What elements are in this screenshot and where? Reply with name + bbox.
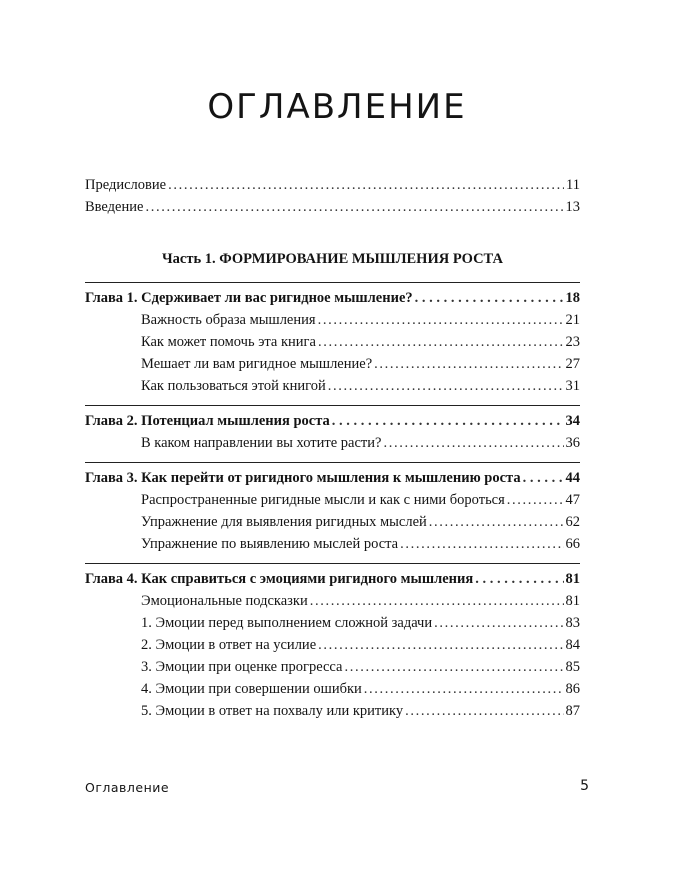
chapter-1-group bbox=[85, 283, 580, 405]
toc-subentry-label: Как пользоваться этой книгой bbox=[141, 378, 326, 394]
dot-leader bbox=[374, 353, 563, 375]
toc-subentry[interactable] bbox=[85, 511, 580, 533]
dot-leader bbox=[328, 375, 564, 397]
toc-subentry[interactable] bbox=[85, 353, 580, 375]
toc-subentry-label: Важность образа мышления bbox=[141, 312, 316, 328]
toc-chapter-label: Глава 4. Как справиться с эмоциями ригидного мышления bbox=[85, 571, 474, 587]
toc-subentry[interactable] bbox=[85, 678, 580, 700]
toc-subentry-label: Упражнение для выявления ригидных мыслей bbox=[141, 514, 427, 530]
dot-leader bbox=[332, 410, 564, 432]
page-number: 5 bbox=[580, 778, 589, 794]
dot-leader bbox=[383, 432, 563, 454]
toc-subentry-page: 31 bbox=[565, 378, 580, 394]
toc-subentry-label: Эмоциональные подсказки bbox=[141, 593, 308, 609]
dot-leader bbox=[429, 511, 564, 533]
toc-subentry[interactable] bbox=[85, 309, 580, 331]
dot-leader bbox=[405, 700, 563, 722]
dot-leader bbox=[400, 533, 563, 555]
table-of-contents bbox=[85, 174, 580, 730]
toc-subentry-label: 2. Эмоции в ответ на усилие bbox=[141, 637, 317, 653]
toc-subentry[interactable] bbox=[85, 700, 580, 722]
toc-subentry[interactable] bbox=[85, 432, 580, 454]
toc-chapter-2[interactable] bbox=[85, 410, 580, 432]
toc-chapter-1[interactable] bbox=[85, 287, 580, 309]
toc-entry-label: Введение bbox=[85, 199, 144, 215]
toc-subentry-page: 86 bbox=[565, 681, 580, 697]
toc-subentry-page: 81 bbox=[565, 593, 580, 609]
toc-chapter-label: Глава 2. Потенциал мышления роста bbox=[85, 413, 330, 429]
toc-subentry-label: 4. Эмоции при совершении ошибки bbox=[141, 681, 362, 697]
toc-subentry-label: В каком направлении вы хотите расти? bbox=[141, 435, 382, 451]
toc-subentry-label: Мешает ли вам ригидное мышление? bbox=[141, 356, 373, 372]
toc-subentry-page: 36 bbox=[565, 435, 580, 451]
toc-chapter-page: 44 bbox=[565, 470, 580, 486]
toc-subentry[interactable] bbox=[85, 590, 580, 612]
toc-subentry-label: 5. Эмоции в ответ на похвалу или критику bbox=[141, 703, 404, 719]
dot-leader bbox=[523, 467, 564, 489]
dot-leader bbox=[364, 678, 564, 700]
toc-subentry[interactable] bbox=[85, 489, 580, 511]
dot-leader bbox=[145, 196, 563, 218]
dot-leader bbox=[434, 612, 563, 634]
toc-subentry-label: Распространенные ригидные мысли и как с ними бороться bbox=[141, 492, 505, 508]
toc-subentry-page: 87 bbox=[565, 703, 580, 719]
footer-section-title: Оглавление bbox=[85, 780, 170, 795]
page-title: ОГЛАВЛЕНИЕ bbox=[207, 86, 467, 127]
toc-subentry-label: 1. Эмоции перед выполнением сложной задачи bbox=[141, 615, 433, 631]
dot-leader bbox=[318, 309, 564, 331]
toc-entry-page: 13 bbox=[565, 199, 580, 215]
dot-leader bbox=[475, 568, 563, 590]
toc-subentry-label: Упражнение по выявлению мыслей роста bbox=[141, 536, 399, 552]
dot-leader bbox=[415, 287, 564, 309]
toc-subentry-page: 66 bbox=[565, 536, 580, 552]
chapter-4-group bbox=[85, 564, 580, 730]
toc-chapter-page: 34 bbox=[565, 413, 580, 429]
dot-leader bbox=[507, 489, 564, 511]
toc-chapter-page: 81 bbox=[565, 571, 580, 587]
dot-leader bbox=[168, 174, 564, 196]
toc-entry-page: 11 bbox=[566, 177, 580, 193]
toc-chapter-4[interactable] bbox=[85, 568, 580, 590]
toc-subentry-label: Как может помочь эта книга bbox=[141, 334, 316, 350]
part-heading: Часть 1. ФОРМИРОВАНИЕ МЫШЛЕНИЯ РОСТА bbox=[162, 251, 503, 267]
toc-subentry[interactable] bbox=[85, 533, 580, 555]
toc-chapter-label: Глава 3. Как перейти от ригидного мышления к мышлению роста bbox=[85, 470, 521, 486]
toc-chapter-page: 18 bbox=[565, 290, 580, 306]
toc-subentry-label: 3. Эмоции при оценке прогресса bbox=[141, 659, 343, 675]
toc-subentry[interactable] bbox=[85, 331, 580, 353]
toc-subentry-page: 47 bbox=[565, 492, 580, 508]
toc-subentry-page: 27 bbox=[565, 356, 580, 372]
chapter-3-group bbox=[85, 463, 580, 563]
toc-subentry-page: 21 bbox=[565, 312, 580, 328]
toc-entry-label: Предисловие bbox=[85, 177, 167, 193]
dot-leader bbox=[318, 634, 563, 656]
toc-entry-preface[interactable] bbox=[85, 174, 580, 196]
toc-chapter-3[interactable] bbox=[85, 467, 580, 489]
toc-subentry-page: 85 bbox=[565, 659, 580, 675]
toc-entry-introduction[interactable] bbox=[85, 196, 580, 218]
toc-subentry-page: 62 bbox=[565, 514, 580, 530]
dot-leader bbox=[310, 590, 564, 612]
dot-leader bbox=[345, 656, 564, 678]
toc-subentry[interactable] bbox=[85, 634, 580, 656]
toc-subentry-page: 23 bbox=[565, 334, 580, 350]
toc-subentry-page: 83 bbox=[565, 615, 580, 631]
toc-subentry-page: 84 bbox=[565, 637, 580, 653]
toc-chapter-label: Глава 1. Сдерживает ли вас ригидное мышление? bbox=[85, 290, 413, 306]
chapter-2-group bbox=[85, 406, 580, 462]
toc-subentry[interactable] bbox=[85, 612, 580, 634]
toc-subentry[interactable] bbox=[85, 656, 580, 678]
dot-leader bbox=[318, 331, 564, 353]
toc-subentry[interactable] bbox=[85, 375, 580, 397]
